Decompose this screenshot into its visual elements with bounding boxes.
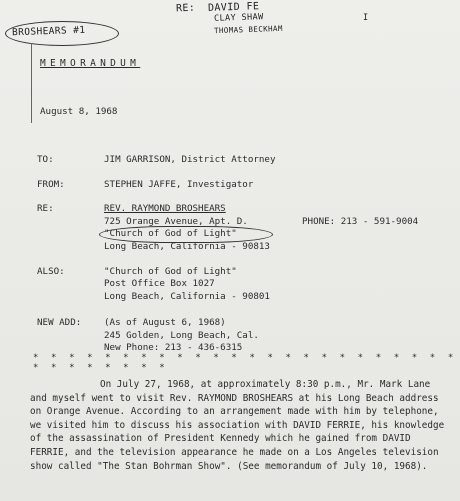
memo-title: MEMORANDUM (40, 58, 141, 69)
new-add-line-1: (As of August 6, 1968) (104, 317, 226, 328)
broshears-tag: BROSHEARS #1 (11, 24, 86, 39)
re-address: 725 Orange Avenue, Apt. D. (104, 216, 248, 227)
also-line-1: "Church of God of Light" (104, 266, 237, 277)
re-church: "Church of God of Light" (104, 228, 237, 239)
also-label: ALSO: (37, 266, 65, 277)
handwritten-re-label: RE: (175, 2, 196, 15)
new-add-line-3: New Phone: 213 - 436-6315 (104, 342, 243, 353)
re-phone: PHONE: 213 - 591-9004 (302, 216, 419, 227)
star-divider: * * * * * * * * * * * * * * * * * * * * * * * * * * * * * * * * (33, 353, 457, 373)
also-line-2: Post Office Box 1027 (104, 278, 215, 289)
handwritten-name-2: CLAY SHAW (213, 12, 264, 24)
re-name: REV. RAYMOND BROSHEARS (104, 203, 226, 214)
to-value: JIM GARRISON, District Attorney (104, 154, 276, 165)
new-add-label: NEW ADD: (37, 317, 82, 328)
from-label: FROM: (37, 179, 65, 190)
to-label: TO: (37, 154, 54, 165)
re-city: Long Beach, California - 90813 (104, 241, 270, 252)
re-label: RE: (37, 203, 54, 214)
margin-line (31, 43, 32, 123)
handwritten-name-3: THOMAS BECKHAM (213, 23, 283, 36)
handwritten-mark: I (363, 13, 369, 23)
memo-date: August 8, 1968 (40, 106, 118, 117)
from-value: STEPHEN JAFFE, Investigator (104, 179, 254, 190)
body-paragraph: On July 27, 1968, at approximately 8:30 p.m., Mr. Mark Lane and myself went to visit Rev. RAYMOND BROSHEARS at his Long Beach address on Orange Avenue. According to an arrangement made with him by telephone, we visited him to discuss his association with DAVID FERRIE, his knowledge of the assassination of President Kennedy which he gained from DAVID FERRIE, and the television appearance he made on a Los Angeles television show called "The Stan Bohrman Show". (See memorandum of July 10, 1968). (30, 379, 445, 472)
handwritten-name-1: DAVID FE (207, 1, 260, 14)
new-add-line-2: 245 Golden, Long Beach, Cal. (104, 330, 259, 341)
also-line-3: Long Beach, California - 90801 (104, 291, 270, 302)
